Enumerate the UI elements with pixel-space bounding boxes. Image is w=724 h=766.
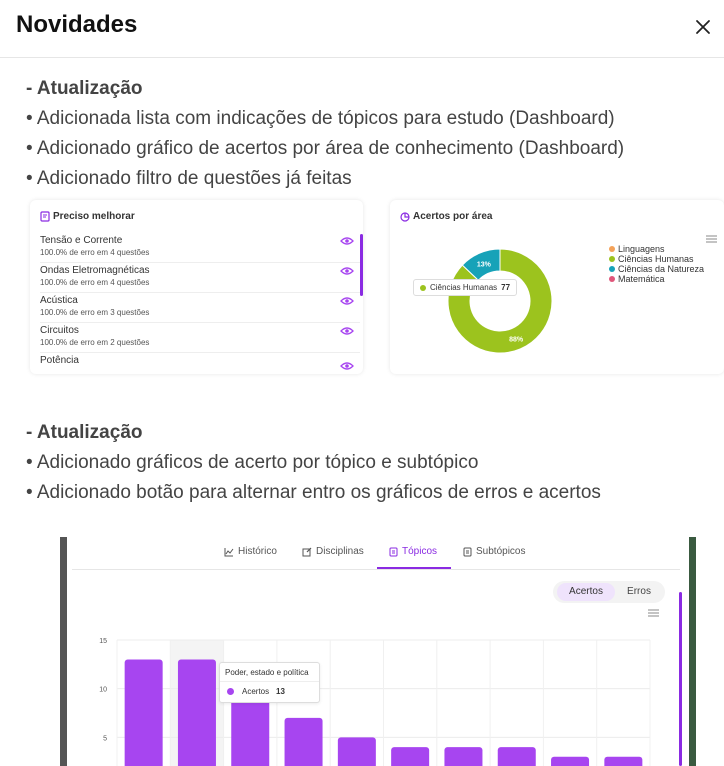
legend-swatch [609,276,615,282]
menu-icon[interactable] [648,609,659,617]
topic-name: Tensão e Corrente [40,235,123,246]
section-heading: - Atualização [26,422,143,443]
pie-chart-icon [400,212,410,222]
section-heading: - Atualização [26,78,143,99]
tooltip-swatch [420,285,426,291]
topic-name: Ondas Eletromagnéticas [40,265,150,276]
legend-item[interactable] [609,244,665,254]
bar-tooltip-divider [220,681,319,682]
legend-label: Ciências da Natureza [618,264,705,274]
list-item [40,263,360,293]
topic-error-rate: 100.0% de erro em 4 questões [40,248,150,257]
close-button[interactable] [688,12,718,42]
legend-swatch [609,246,615,252]
active-tab-indicator [377,567,451,569]
topic-error-rate: 100.0% de erro em 3 questões [40,308,150,317]
acertos-button[interactable]: Acertos [557,583,615,601]
eye-icon[interactable] [340,236,354,246]
area-card-title-text: Acertos por área [413,211,493,222]
erros-button[interactable]: Erros [627,586,651,597]
eye-icon[interactable] [340,266,354,276]
topic-name: Acústica [40,295,78,306]
eye-icon[interactable] [340,296,354,306]
tab-disciplinas[interactable] [302,546,364,557]
bar[interactable] [604,757,642,766]
bar-tooltip-swatch [227,688,234,695]
legend-item[interactable] [609,264,704,274]
line-chart-icon [224,547,234,557]
improve-card-title-text: Preciso melhorar [53,211,135,222]
document-icon [463,547,472,557]
changelog-item: • Adicionado gráficos de acerto por tópico e subtópico [26,452,479,473]
list-scrollbar[interactable] [360,234,363,296]
modal-header [0,0,724,58]
legend-label: Linguagens [618,244,665,254]
list-item [40,233,360,263]
pie-slice-label: 13% [476,261,491,269]
legend-item[interactable] [609,254,694,264]
bar[interactable] [551,757,589,766]
topic-name: Circuitos [40,325,79,336]
changelog-item: • Adicionado gráfico de acertos por área de conhecimento (Dashboard) [26,138,625,159]
bar-tooltip-title: Poder, estado e política [225,668,309,677]
tab-label: Subtópicos [476,546,526,557]
edit-icon [302,547,312,557]
bar[interactable] [338,737,376,766]
list-item [40,323,360,353]
bar[interactable] [444,747,482,766]
legend-item[interactable] [609,274,665,284]
bar[interactable] [231,698,269,766]
bar[interactable] [391,747,429,766]
tab-subtopicos[interactable] [463,546,525,557]
tab-label: Tópicos [402,546,438,557]
tab-label: Disciplinas [316,546,364,557]
donut-tooltip [413,279,517,296]
area-card-title [400,211,492,222]
screenshot-right-edge [689,537,696,766]
changelog-item: • Adicionada lista com indicações de tópicos para estudo (Dashboard) [26,108,615,129]
y-tick-label: 15 [99,638,107,645]
notebook-icon [40,211,50,222]
bar[interactable] [285,718,323,766]
changelog-item: • Adicionado botão para alternar entro os gráficos de erros e acertos [26,482,601,503]
changelog-item: • Adicionado filtro de questões já feitas [26,168,352,189]
topic-error-rate: 100.0% de erro em 4 questões [40,278,150,287]
modal-title: Novidades [16,11,138,38]
bar-tooltip [219,662,320,703]
tabs-divider [72,569,680,570]
tab-topicos[interactable] [389,546,437,557]
bar[interactable] [178,659,216,766]
bar[interactable] [125,659,163,766]
legend-label: Matemática [618,274,665,284]
pie-slice-label: 88% [509,336,524,344]
bar[interactable] [498,747,536,766]
improve-card-title [40,211,135,222]
bar-chart [60,620,680,766]
eye-icon[interactable] [340,326,354,336]
menu-icon[interactable] [706,235,717,243]
tooltip-value: 77 [501,283,511,292]
legend-swatch [609,256,615,262]
list-item [40,353,360,374]
tooltip-label: Ciências Humanas [430,283,498,292]
donut-chart [440,241,560,361]
legend-swatch [609,266,615,272]
legend-label: Ciências Humanas [618,254,694,264]
acertos-erros-toggle [553,581,665,603]
list-item [40,293,360,323]
eye-icon[interactable] [340,361,354,371]
bar-tooltip-series: Acertos [242,687,270,696]
tab-label: Histórico [238,546,277,557]
topic-error-rate: 100.0% de erro em 2 questões [40,338,150,347]
bar-tooltip-value: 13 [276,687,285,696]
topic-name: Potência [40,355,79,366]
improve-card [30,200,363,374]
book-icon [389,547,398,557]
y-tick-label: 10 [99,686,107,694]
close-icon [695,19,711,35]
tab-historico[interactable] [224,546,277,557]
y-tick-label: 5 [103,735,107,743]
